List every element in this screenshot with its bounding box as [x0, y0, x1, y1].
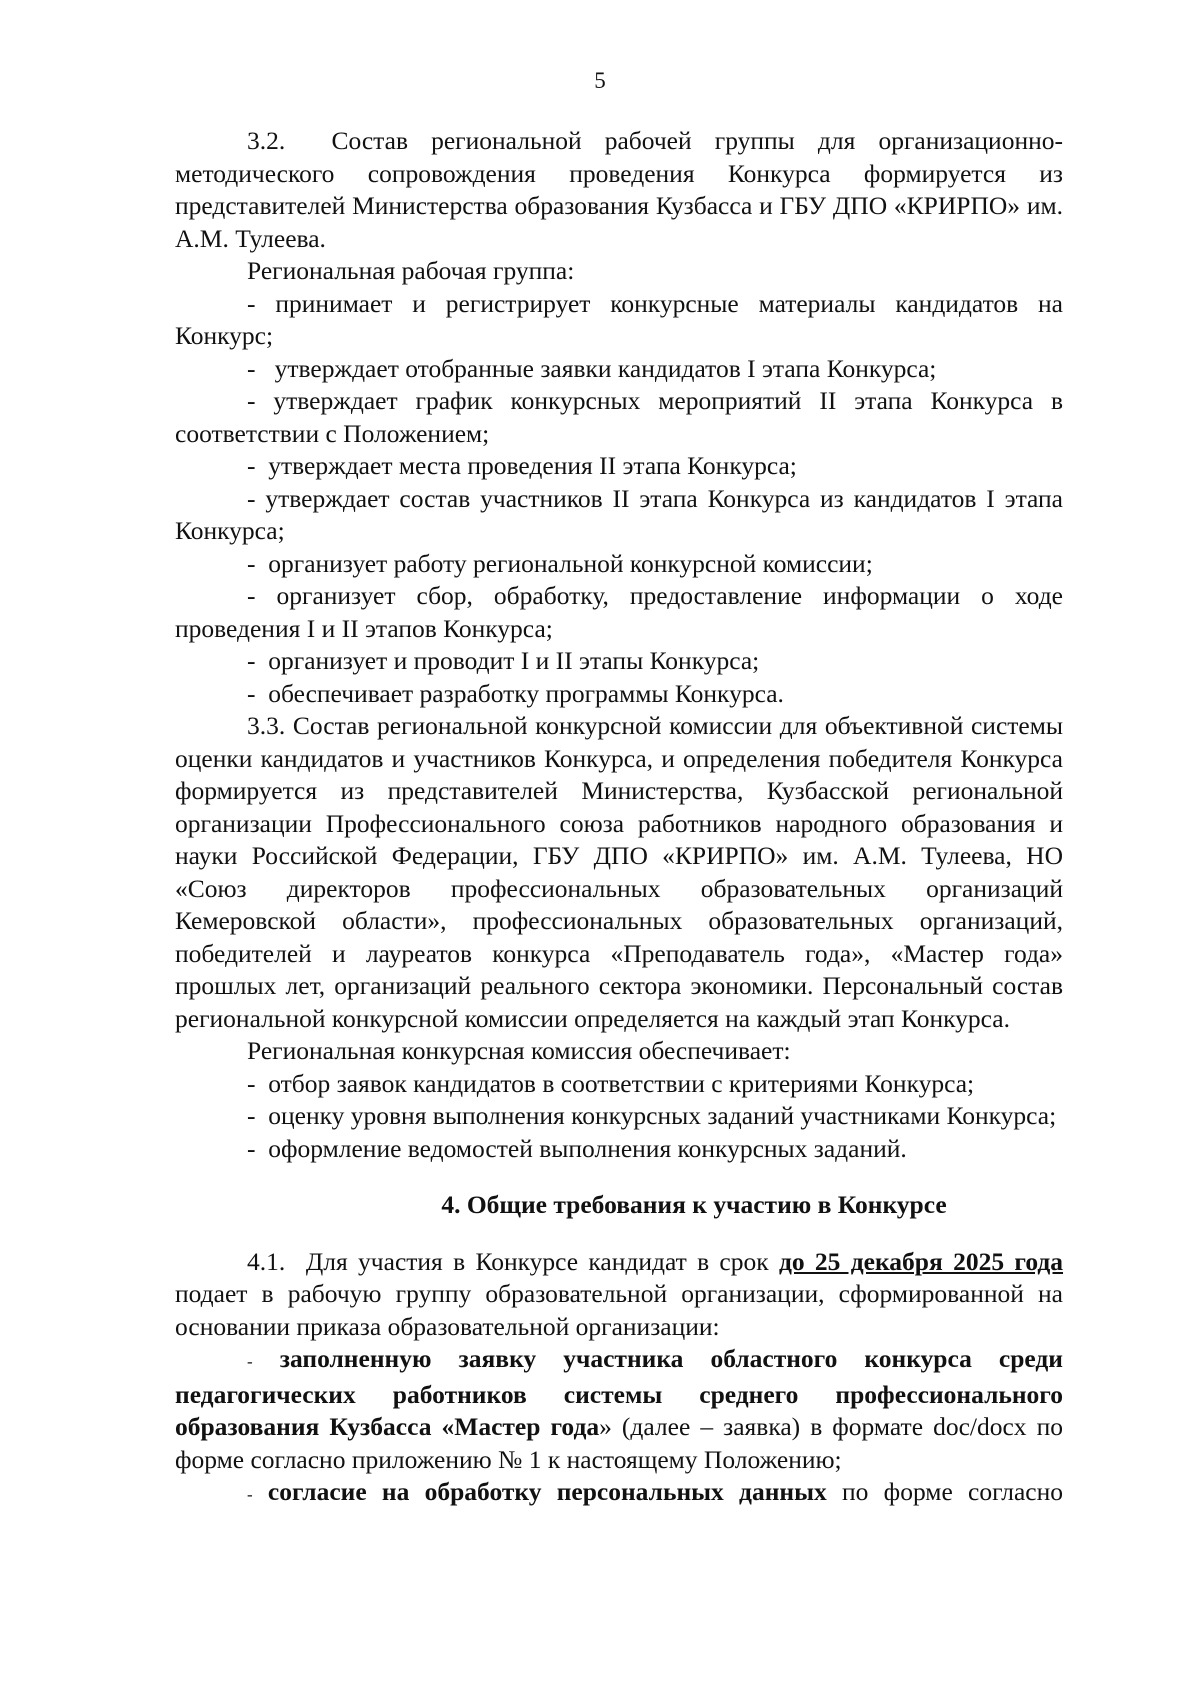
list-item: - утверждает состав участников II этапа Конкурса из кандидатов I этапа Конкурса; — [175, 483, 1063, 545]
list-item: - отбор заявок кандидатов в соответствии с критериями Конкурса; — [247, 1068, 975, 1098]
list-item: - обеспечивает разработку программы Конкурса. — [247, 678, 784, 708]
list-item: - оценку уровня выполнения конкурсных заданий участниками Конкурса; — [247, 1101, 1057, 1130]
list-item: - организует сбор, обработку, предоставление информации о ходе проведения I и II этапов Конкурса; — [175, 581, 1063, 643]
paragraph-4-1-rest: подает в рабочую группу образовательной организации, сформированной на основании приказа образовательной организации: — [175, 1279, 1063, 1341]
list-item: - принимает и регистрирует конкурсные материалы кандидатов на Конкурс; — [175, 288, 1063, 350]
list-dash: - — [247, 1352, 253, 1371]
consent-bold: согласие на обработку персональных данных — [252, 1477, 827, 1506]
deadline-date: до 25 декабря 2025 года — [778, 1246, 1064, 1276]
list-item: - утверждает места проведения II этапа Конкурса; — [247, 451, 797, 480]
requirement-item-consent — [175, 1476, 1063, 1512]
paragraph-4-1-lead: 4.1. Для участия в Конкурсе кандидат в срок — [247, 1246, 779, 1276]
list-item: - организует работу региональной конкурсной комиссии; — [247, 548, 873, 578]
paragraph-3-3: 3.3. Состав региональной конкурсной комиссии для объективной системы оценки кандидатов и участников Конкурса, и определения победителя Конкурса формируется из представителей Министерства, Кузбасской региональной организации Профессионального союза работников народного образования и науки Российской Федерации, ГБУ ДПО «КРИРПО» им. А.М. Тулеева, НО «Союз директоров профессиональных образовательных организаций Кемеровской области», профессиональных образовательных организаций, победителей и лауреатов конкурса «Преподаватель года», «Мастер года» прошлых лет, организаций реального сектора экономики. Персональный состав региональной конкурсной комиссии определяется на каждый этап Конкурса. — [175, 711, 1063, 1033]
list-item: - утверждает график конкурсных мероприятий II этапа Конкурса в соответствии с Положением; — [175, 386, 1063, 448]
list-dash: - — [247, 1485, 253, 1504]
section-4-heading: 4. Общие требования к участию в Конкурсе — [441, 1190, 947, 1219]
working-group-list — [175, 288, 1063, 711]
consent-rest: по форме согласно — [826, 1477, 1064, 1506]
list-item: - организует и проводит I и II этапы Конкурса; — [247, 646, 760, 675]
page-number: 5 — [594, 68, 606, 93]
commission-intro: Региональная конкурсная комиссия обеспечивает: — [247, 1036, 791, 1065]
list-item: - утверждает отобранные заявки кандидатов I этапа Конкурса; — [247, 353, 937, 383]
application-form-bold: заполненную заявку участника областного конкурса среди педагогических работников системы среднего профессионального образования Кузбасса «Мастер года — [175, 1344, 1063, 1441]
commission-list — [175, 1068, 1063, 1166]
paragraph-4-1 — [175, 1246, 1063, 1344]
requirement-item-application — [175, 1343, 1063, 1476]
application-form-rest: » (далее – заявка) в формате doc/docx по форме согласно приложению № 1 к настоящему Положению; — [175, 1412, 1063, 1474]
paragraph-3-2: 3.2. Состав региональной рабочей группы для организационно-методического сопровождения проведения Конкурса формируется из представителей Министерства образования Кузбасса и ГБУ ДПО «КРИРПО» им. А.М. Тулеева. — [175, 126, 1063, 253]
list-item: - оформление ведомостей выполнения конкурсных заданий. — [247, 1133, 907, 1163]
page-content — [175, 125, 1063, 1512]
working-group-intro: Региональная рабочая группа: — [247, 256, 575, 285]
